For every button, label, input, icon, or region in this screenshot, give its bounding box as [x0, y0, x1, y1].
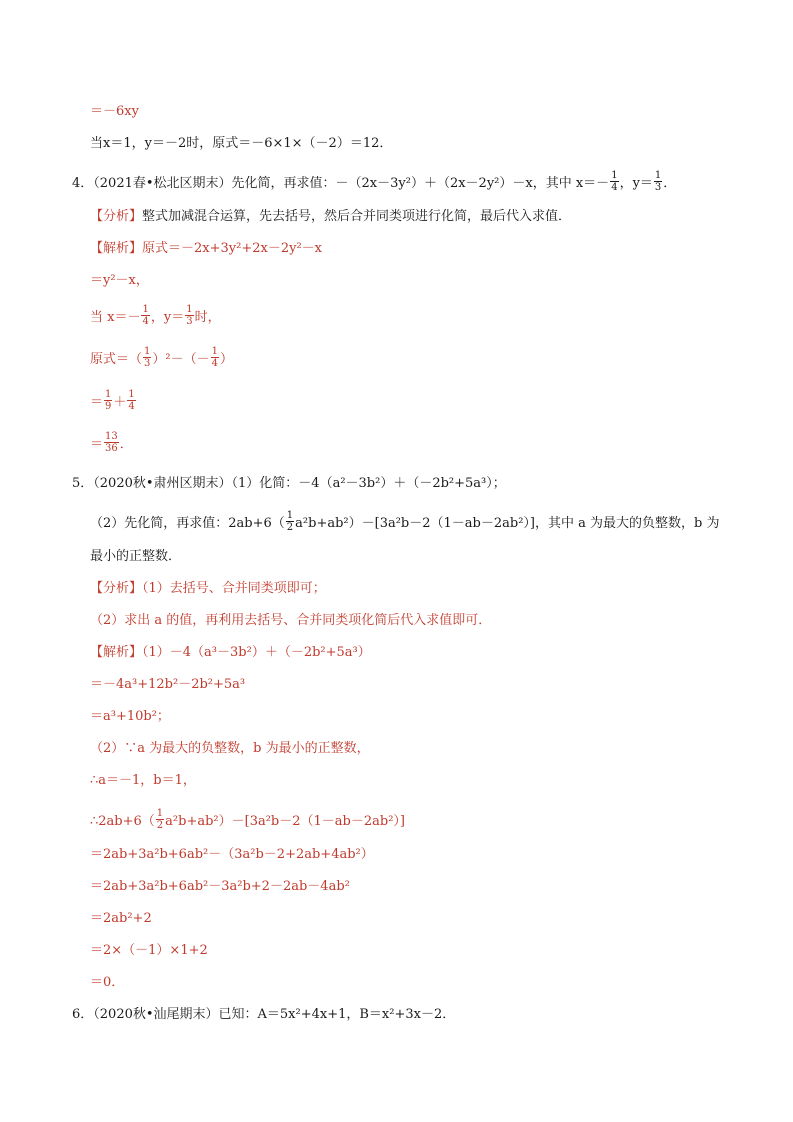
fraction: $\frac{1}{3}$: [144, 346, 151, 369]
question-text: 4．（2021春•松北区期末）先化简，再求值：－（2x－3y²）＋（2x－2y²）－x，其中 x＝－: [72, 176, 610, 191]
step-line: ∴2ab+6（ $\frac{1}{2}$ a²b+ab²）－[3a²b－2（1－ab－2ab²）]: [90, 808, 405, 831]
solution-line: 【解析】原式＝－2x+3y²+2x－2y²－x: [90, 241, 322, 256]
step-line: ＝ $\frac{1}{9}$ ＋ $\frac{1}{4}$: [90, 389, 135, 412]
analysis-line: 【分析】整式加减混合运算，先去括号，然后合并同类项进行化简，最后代入求值．: [90, 209, 572, 224]
fraction: $\frac{1}{3}$: [654, 170, 662, 193]
step-line: ＝y²－x，: [90, 273, 149, 288]
fraction: $\frac{1}{2}$: [286, 510, 294, 533]
analysis-tag: 【分析】: [90, 581, 143, 596]
question-5: 5．（2020秋•肃州区期末）（1）化简：－4（a²－3b²）＋（－2b²+5a³）；: [72, 476, 506, 491]
step-line: （2）∵a 为最大的负整数，b 为最小的正整数，: [90, 741, 370, 756]
solution-tag: 【解析】: [90, 645, 143, 660]
step-line: 当x＝1，y＝－2时，原式＝－6×1×（－2）＝12．: [90, 136, 393, 151]
question-text: 最小的正整数．: [90, 549, 182, 564]
step-line: ＝2×（－1）×1+2: [90, 943, 208, 958]
step-line: ＝a³+10b²；: [90, 709, 170, 724]
step-line: ＝ $\frac{13}{36}$ ．: [90, 431, 133, 454]
step-line: ＝－4a³+12b²－2b²+5a³: [90, 677, 246, 692]
question-6: 6．（2020秋•汕尾期末）已知：A＝5x²+4x+1，B＝x²+3x－2．: [72, 1007, 456, 1022]
fraction: $\frac{1}{2}$: [156, 808, 164, 831]
analysis-tag: 【分析】: [90, 209, 143, 224]
fraction: $\frac{1}{3}$: [186, 304, 193, 327]
solution-tag: 【解析】: [90, 241, 143, 256]
step-line: ＝0．: [90, 975, 125, 990]
question-4: 4．（2021春•松北区期末）先化简，再求值：－（2x－3y²）＋（2x－2y²）－x，其中 x＝－ $\frac{1}{4}$ ，y＝ $\frac{1}{3}$ ．: [72, 170, 677, 193]
analysis-line: （2）求出 a 的值，再利用去括号、合并同类项化简后代入求值即可．: [90, 613, 492, 628]
fraction: $\frac{1}{4}$: [128, 389, 135, 412]
fraction: $\frac{1}{9}$: [105, 389, 112, 412]
step-line: ∴a＝－1，b＝1，: [90, 773, 196, 788]
fraction: $\frac{13}{36}$: [105, 431, 118, 454]
step-line: ＝2ab+3a²b+6ab²－3a²b+2－2ab－4ab²: [90, 879, 350, 894]
step-line: ＝－6xy: [90, 104, 139, 119]
fraction: $\frac{1}{4}$: [611, 170, 618, 193]
fraction: $\frac{1}{4}$: [142, 304, 149, 327]
question-text: （2）先化简，再求值：2ab+6（ $\frac{1}{2}$ a²b+ab²）－[3a²b－2（1－ab－2ab²）]，其中 a 为最大的负整数，b 为: [90, 510, 720, 533]
fraction: $\frac{1}{4}$: [211, 346, 218, 369]
step-line: ＝2ab²+2: [90, 911, 152, 926]
step-line: 原式＝（ $\frac{1}{3}$ ）²－（－ $\frac{1}{4}$ ）: [90, 346, 233, 369]
analysis-line: 【分析】（1）去括号、合并同类项即可；: [90, 581, 326, 596]
step-line: 当 x＝－ $\frac{1}{4}$ ，y＝ $\frac{1}{3}$ 时，: [90, 304, 221, 327]
step-line: ＝2ab+3a²b+6ab²－（3a²b－2+2ab+4ab²）: [90, 847, 374, 862]
solution-line: 【解析】（1）－4（a³－3b²）＋（－2b²+5a³）: [90, 645, 371, 660]
